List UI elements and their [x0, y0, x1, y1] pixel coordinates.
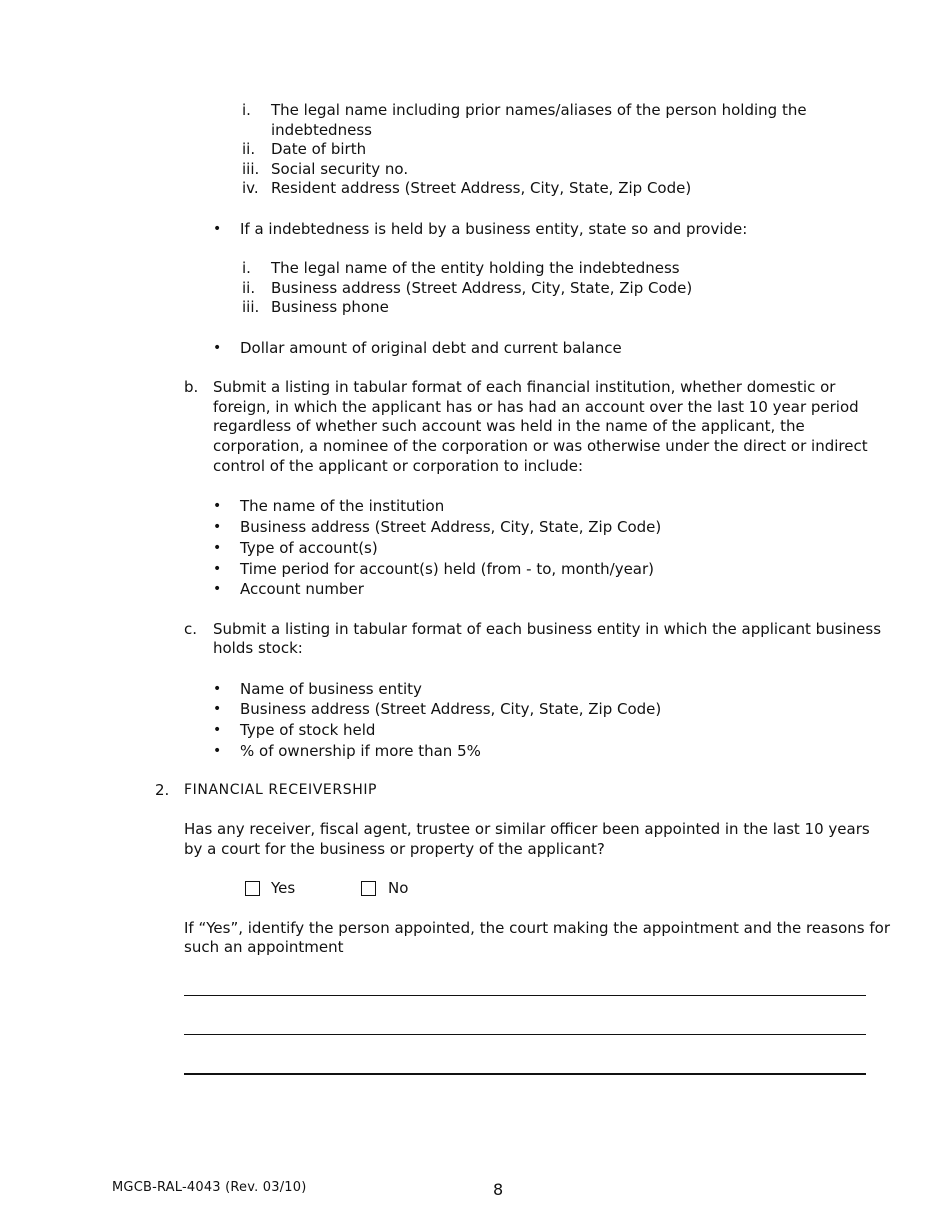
bullet-icon: •	[213, 498, 222, 514]
form-id: MGCB-RAL-4043 (Rev. 03/10)	[112, 1180, 307, 1195]
paragraph-line: corporation, a nominee of the corporation or was otherwise under the direct or indirect	[213, 437, 868, 455]
paragraph-line: Submit a listing in tabular format of each financial institution, whether domestic or	[213, 378, 836, 396]
item-text: Date of birth	[271, 140, 367, 158]
yes-checkbox[interactable]	[245, 881, 260, 896]
answer-line-2[interactable]	[184, 1034, 866, 1035]
no-checkbox[interactable]	[361, 881, 376, 896]
list-item: The name of the institution	[240, 497, 445, 515]
list-item: Account number	[240, 580, 364, 598]
item-text: Business phone	[271, 298, 389, 316]
list-item: Time period for account(s) held (from - to, month/year)	[240, 560, 655, 578]
dollar-amount-bullet: Dollar amount of original debt and current balance	[240, 339, 622, 357]
list-item: Business address (Street Address, City, State, Zip Code)	[240, 518, 662, 536]
list-item: Type of stock held	[240, 721, 376, 739]
item-number: iv.	[242, 179, 259, 197]
answer-line-1[interactable]	[184, 995, 866, 996]
page-number: 8	[493, 1180, 504, 1199]
item-text: The legal name of the entity holding the indebtedness	[271, 259, 680, 277]
list-item: Type of account(s)	[240, 539, 378, 557]
bullet-icon: •	[213, 701, 222, 717]
item-number: ii.	[242, 279, 256, 297]
bullet-icon: •	[213, 540, 222, 556]
paragraph-line: control of the applicant or corporation to include:	[213, 457, 584, 475]
item-number: i.	[242, 259, 251, 277]
item-number: iii.	[242, 298, 260, 316]
bullet-icon: •	[213, 681, 222, 697]
answer-line-3[interactable]	[184, 1073, 866, 1075]
question-line: Has any receiver, fiscal agent, trustee or similar officer been appointed in the last 10 years	[184, 820, 870, 838]
bullet-icon: •	[213, 743, 222, 759]
yes-label: Yes	[271, 879, 296, 897]
item-number: iii.	[242, 160, 260, 178]
bullet-icon: •	[213, 221, 222, 237]
item-text: The legal name including prior names/aliases of the person holding the	[271, 101, 807, 119]
item-number: i.	[242, 101, 251, 119]
bullet-icon: •	[213, 340, 222, 356]
question-line: by a court for the business or property of the applicant?	[184, 840, 605, 858]
section-letter: c.	[184, 620, 198, 638]
bullet-icon: •	[213, 722, 222, 738]
item-text: Resident address (Street Address, City, State, Zip Code)	[271, 179, 692, 197]
section-number: 2.	[155, 781, 170, 799]
followup-line: If “Yes”, identify the person appointed, the court making the appointment and the reasons for	[184, 919, 890, 937]
bullet-icon: •	[213, 519, 222, 535]
section-letter: b.	[184, 378, 199, 396]
followup-line: such an appointment	[184, 938, 344, 956]
item-text-continued: indebtedness	[271, 121, 372, 139]
business-entity-intro: If a indebtedness is held by a business entity, state so and provide:	[240, 220, 748, 238]
paragraph-line: foreign, in which the applicant has or has had an account over the last 10 year period	[213, 398, 859, 416]
item-text: Business address (Street Address, City, State, Zip Code)	[271, 279, 693, 297]
list-item: Name of business entity	[240, 680, 422, 698]
bullet-icon: •	[213, 581, 222, 597]
item-text: Social security no.	[271, 160, 409, 178]
paragraph-line: regardless of whether such account was held in the name of the applicant, the	[213, 417, 805, 435]
bullet-icon: •	[213, 561, 222, 577]
list-item: % of ownership if more than 5%	[240, 742, 481, 760]
list-item: Business address (Street Address, City, State, Zip Code)	[240, 700, 662, 718]
item-number: ii.	[242, 140, 256, 158]
section-heading: FINANCIAL RECEIVERSHIP	[184, 782, 378, 798]
no-label: No	[388, 879, 409, 897]
paragraph-line: holds stock:	[213, 639, 303, 657]
paragraph-line: Submit a listing in tabular format of each business entity in which the applicant business	[213, 620, 882, 638]
